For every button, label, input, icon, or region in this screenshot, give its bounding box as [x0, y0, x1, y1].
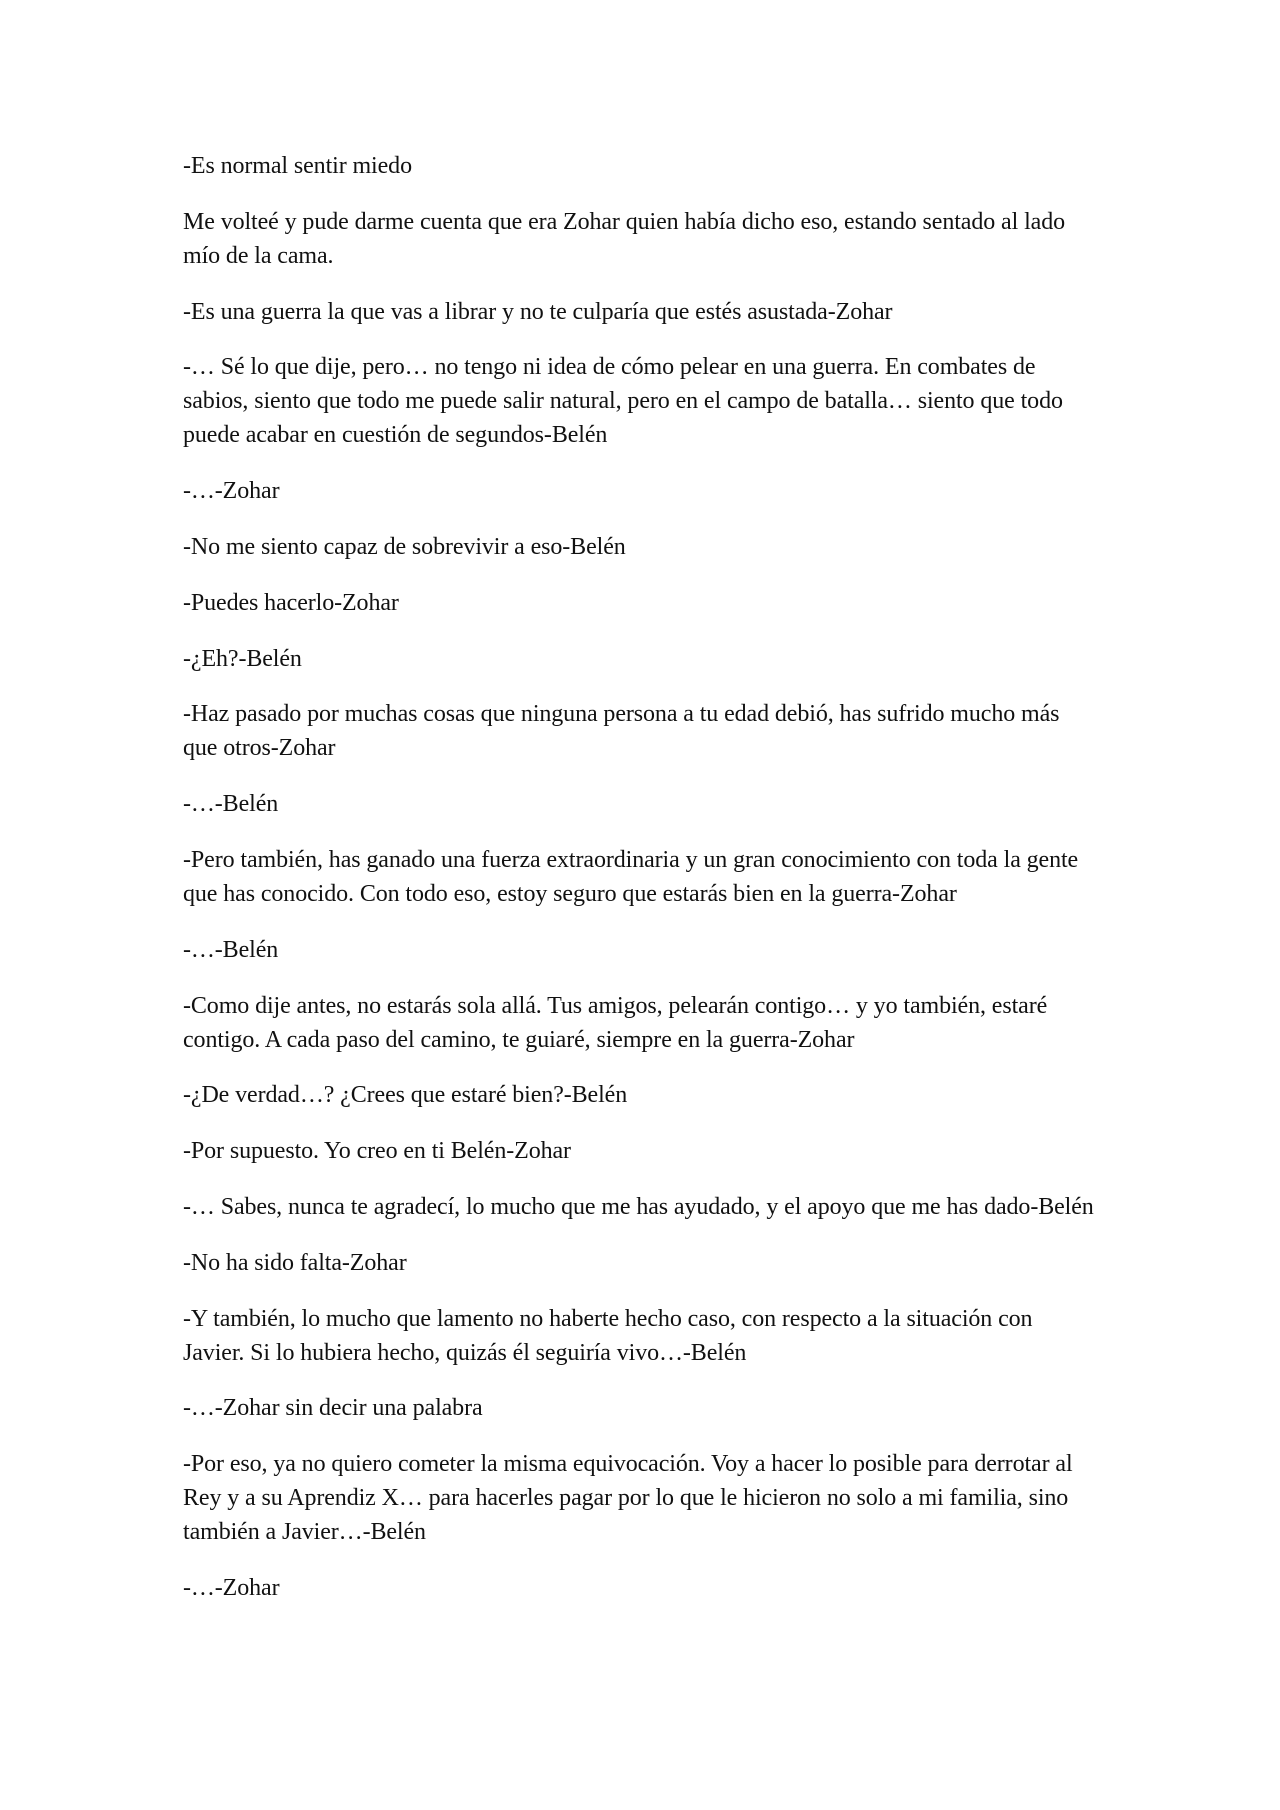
paragraph: -… Sé lo que dije, pero… no tengo ni idea de cómo pelear en una guerra. En combates de sabios, siento que todo me puede salir natural, pero en el campo de batalla… siento que todo puede acabar en cuestión de segundos-Belén — [183, 354, 1063, 449]
paragraph: -Puedes hacerlo-Zohar — [183, 589, 399, 616]
paragraph: -¿De verdad…? ¿Crees que estaré bien?-Belén — [183, 1082, 628, 1109]
paragraph: -…-Zohar — [183, 478, 280, 505]
paragraph: -Por eso, ya no quiero cometer la misma equivocación. Voy a hacer lo posible para derrotar al Rey y a su Aprendiz X… para hacerles pagar por lo que le hicieron no solo a mi familia, sino también a Javier…-Belén — [183, 1451, 1073, 1546]
paragraph: -No ha sido falta-Zohar — [183, 1249, 407, 1276]
paragraph: -Como dije antes, no estarás sola allá. Tus amigos, pelearán contigo… y yo también, estaré contigo. A cada paso del camino, te guiaré, siempre en la guerra-Zohar — [183, 992, 1048, 1053]
paragraph: -Haz pasado por muchas cosas que ninguna persona a tu edad debió, has sufrido mucho más que otros-Zohar — [183, 701, 1060, 762]
paragraph: -Y también, lo mucho que lamento no haberte hecho caso, con respecto a la situación con Javier. Si lo hubiera hecho, quizás él seguiría vivo…-Belén — [183, 1305, 1033, 1366]
paragraph: -…-Belén — [183, 936, 279, 963]
paragraph: -…-Belén — [183, 791, 279, 818]
paragraph: -Por supuesto. Yo creo en ti Belén-Zohar — [183, 1138, 571, 1165]
paragraph: -¿Eh?-Belén — [183, 645, 302, 672]
paragraph: -Es una guerra la que vas a librar y no te culparía que estés asustada-Zohar — [183, 298, 893, 325]
paragraph: -…-Zohar — [183, 1574, 280, 1601]
paragraph: -No me siento capaz de sobrevivir a eso-Belén — [183, 533, 626, 560]
paragraph: -… Sabes, nunca te agradecí, lo mucho que me has ayudado, y el apoyo que me has dado-Belén — [183, 1193, 1094, 1220]
paragraph: -Pero también, has ganado una fuerza extraordinaria y un gran conocimiento con toda la gente que has conocido. Con todo eso, estoy seguro que estarás bien en la guerra-Zohar — [183, 846, 1079, 907]
document-body — [183, 149, 1095, 1627]
paragraph: -…-Zohar sin decir una palabra — [183, 1395, 483, 1422]
paragraph: -Es normal sentir miedo — [183, 153, 412, 179]
paragraph: Me volteé y pude darme cuenta que era Zohar quien había dicho eso, estando sentado al lado mío de la cama. — [183, 208, 1066, 269]
